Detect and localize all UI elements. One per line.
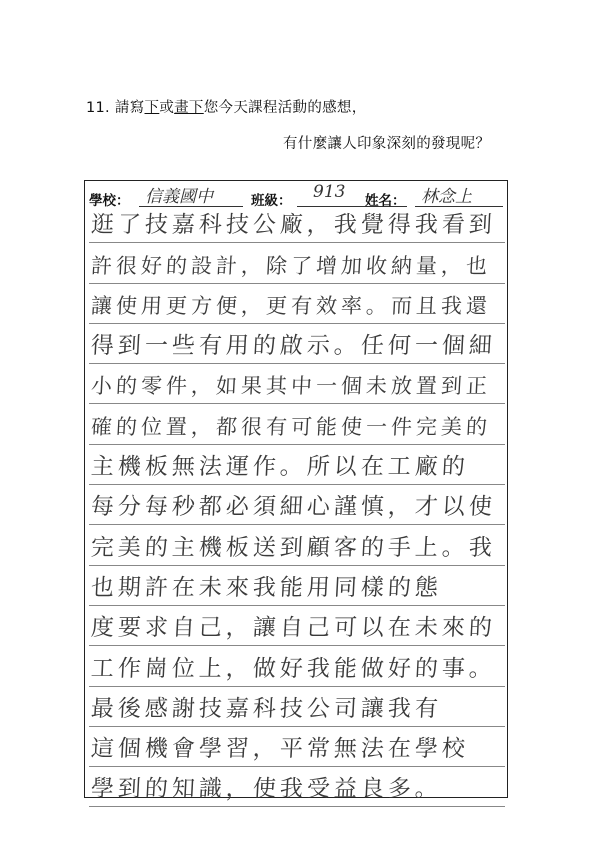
handwritten-text: 每分每秒都必須細心謹慎，才以使 xyxy=(90,494,497,521)
prompt-text-pre: 請寫 xyxy=(114,100,145,116)
writing-line xyxy=(89,284,505,324)
prompt-number: 11. xyxy=(86,100,110,116)
handwritten-lines xyxy=(89,203,505,807)
handwritten-text: 讓使用更方便，更有效率。而且我還 xyxy=(90,293,492,318)
writing-line xyxy=(89,485,505,525)
handwritten-text: 度要求自己，讓自己可以在未來的 xyxy=(90,615,497,642)
handwritten-text: 許很好的設計，除了增加收納量，也 xyxy=(90,253,492,278)
prompt-line-2: 有什麼讓人印象深刻的發現呢？ xyxy=(283,136,491,152)
writing-line xyxy=(89,404,505,444)
writing-line xyxy=(89,646,505,686)
writing-line xyxy=(89,566,505,606)
writing-line xyxy=(89,727,505,767)
handwritten-text: 完美的主機板送到顧客的手上。我 xyxy=(90,534,497,561)
writing-line xyxy=(89,525,505,565)
prompt-underlined-draw: 畫下 xyxy=(174,100,204,116)
name-value: 林念上 xyxy=(421,187,472,207)
writing-line xyxy=(89,324,505,364)
handwritten-text: 最後感謝技嘉科技公司讓我有 xyxy=(90,695,443,722)
handwritten-text: 確的位置，都很有可能使一件完美的 xyxy=(90,414,492,439)
handwritten-text: 得到一些有用的啟示。任何一個細 xyxy=(90,333,497,360)
school-label: 學校： xyxy=(89,193,130,209)
writing-sheet xyxy=(84,180,508,803)
school-value: 信義國中 xyxy=(145,187,213,207)
class-value: 913 xyxy=(313,182,346,202)
writing-line xyxy=(89,606,505,646)
writing-line xyxy=(89,243,505,283)
handwritten-text: 逛了技嘉科技公廠，我覺得我看到 xyxy=(90,212,497,239)
writing-line xyxy=(89,687,505,727)
prompt-underlined-write: 下 xyxy=(144,100,160,116)
prompt-text-post: 您今天課程活動的感想， xyxy=(203,100,367,116)
writing-line xyxy=(89,767,505,807)
writing-line xyxy=(89,203,505,243)
prompt-text-or: 或 xyxy=(159,100,175,116)
handwritten-text: 工作崗位上，做好我能做好的事。 xyxy=(90,655,497,682)
handwritten-text: 小的零件，如果其中一個未放置到正 xyxy=(90,374,492,399)
writing-line xyxy=(89,445,505,485)
handwritten-text: 主機板無法運作。所以在工廠的 xyxy=(90,454,470,481)
handwritten-text: 也期許在未來我能用同樣的態 xyxy=(90,574,443,601)
name-label: 姓名： xyxy=(365,193,406,209)
handwritten-text: 學到的知識，使我受益良多。 xyxy=(90,776,443,803)
class-label: 班級： xyxy=(251,193,292,209)
handwritten-text: 這個機會學習，平常無法在學校 xyxy=(90,736,470,763)
prompt-line-1 xyxy=(86,96,367,117)
writing-line xyxy=(89,364,505,404)
